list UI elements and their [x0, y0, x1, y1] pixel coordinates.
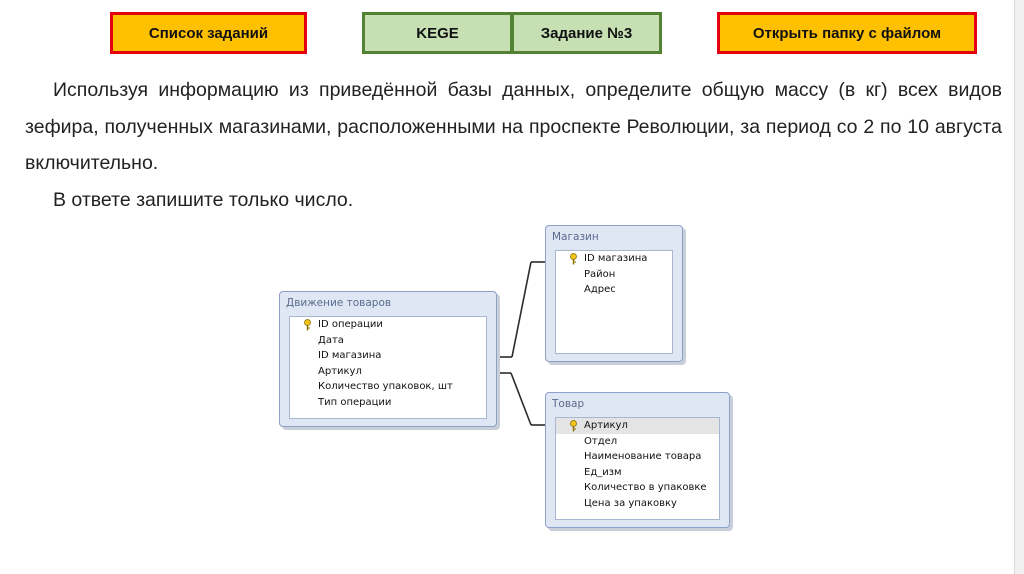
field-unit[interactable]: [556, 465, 719, 481]
field-label: Количество упаковок, шт: [318, 381, 453, 392]
table-product-fields: [555, 417, 720, 520]
field-package-price[interactable]: [556, 496, 719, 512]
field-label: ID операции: [318, 319, 383, 330]
table-shop-title: Магазин: [552, 231, 599, 243]
field-date[interactable]: [290, 333, 486, 349]
task-number-button[interactable]: Задание №3: [511, 12, 662, 54]
table-product-title: Товар: [552, 398, 585, 410]
table-shop[interactable]: [545, 225, 683, 362]
window-edge-scrollbar: [1014, 0, 1024, 574]
field-label: Район: [584, 268, 616, 280]
field-label: Артикул: [584, 420, 628, 431]
field-label: ID магазина: [584, 253, 648, 264]
table-movement-title: Движение товаров: [286, 297, 392, 309]
open-folder-button[interactable]: Открыть папку с файлом: [717, 12, 977, 54]
table-movement-fields: [289, 316, 487, 419]
kege-button[interactable]: KEGE: [362, 12, 513, 54]
table-shop-fields: [555, 250, 673, 354]
field-label: Цена за упаковку: [584, 497, 677, 509]
table-product[interactable]: [545, 392, 730, 528]
relationship-line-shop-diagonal: [512, 262, 531, 357]
field-label: Адрес: [584, 284, 616, 295]
field-article[interactable]: [556, 418, 719, 434]
primary-key-icon: [303, 319, 312, 331]
field-label: Тип операции: [318, 396, 392, 408]
field-label: Дата: [318, 334, 344, 346]
field-label: ID магазина: [318, 350, 382, 361]
field-label: Ед_изм: [584, 466, 622, 478]
field-package-quantity[interactable]: [556, 480, 719, 496]
primary-key-icon: [569, 253, 578, 265]
field-operation-id[interactable]: [290, 317, 486, 333]
field-label: Количество в упаковке: [584, 482, 707, 493]
task-statement: [25, 72, 1002, 218]
field-address[interactable]: [556, 282, 672, 298]
field-district[interactable]: [556, 267, 672, 283]
task-list-button[interactable]: Список заданий: [110, 12, 307, 54]
field-label: Артикул: [318, 365, 362, 377]
field-department[interactable]: [556, 434, 719, 450]
relationship-line-product-diagonal: [511, 373, 531, 425]
primary-key-icon: [569, 420, 578, 432]
field-shop-id[interactable]: [290, 348, 486, 364]
field-label: Отдел: [584, 435, 618, 447]
task-question: Используя информацию из приведённой базы данных, определите общую массу (в кг) всех видов зефира, полученных магазинами, расположенными на проспекте Революции, за период со 2 по 10 августа включительно.: [25, 79, 1002, 174]
answer-instruction: В ответе запишите только число.: [53, 188, 354, 211]
field-product-name[interactable]: [556, 449, 719, 465]
field-shop-id[interactable]: [556, 251, 672, 267]
field-package-count[interactable]: [290, 379, 486, 395]
field-label: Наименование товара: [584, 451, 702, 462]
table-movement[interactable]: [279, 291, 497, 427]
field-operation-type[interactable]: [290, 395, 486, 411]
field-article[interactable]: [290, 364, 486, 380]
